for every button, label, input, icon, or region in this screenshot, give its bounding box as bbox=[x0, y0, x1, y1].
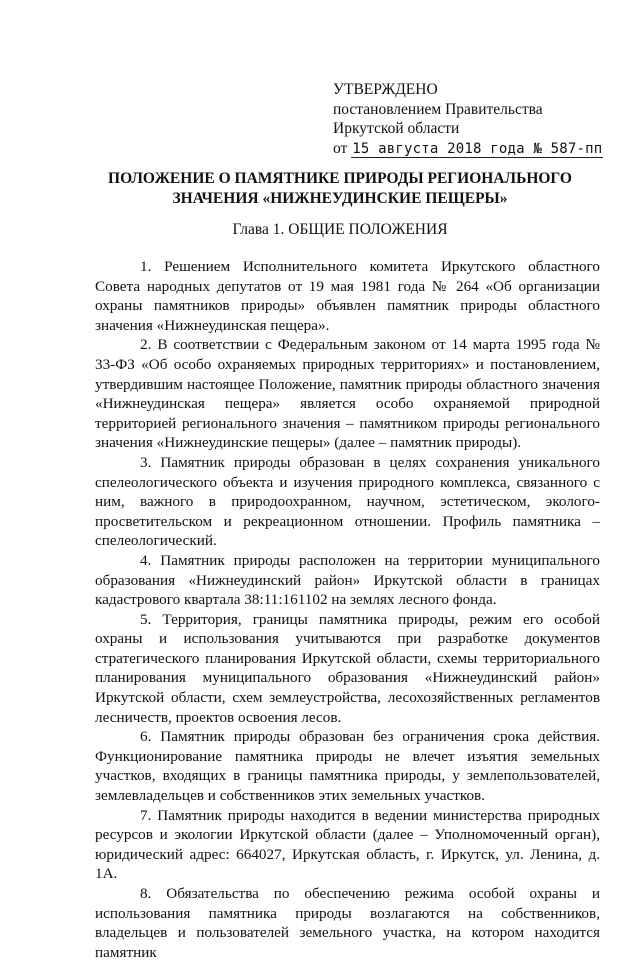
paragraph-6: 6. Памятник природы образован без ограничения срока действия. Функционирование памятника природы не влечет изъятия земельных участков, входящих в границы памятника природы, у землепользователей, землевладельцев и собственников этих земельных участков. bbox=[95, 728, 600, 805]
paragraph-5: 5. Территория, границы памятника природы, режим его особой охраны и использования учитываются при разработке документов стратегического планирования Иркутской области, схемы территориального планирования муниципального образования «Нижнеудинский район» Иркутской области, схем землеустройства, лесохозяйственных регламентов лесничеств, проектов освоения лесов. bbox=[95, 610, 600, 726]
approval-stamp bbox=[333, 80, 623, 159]
paragraph-3: 3. Памятник природы образован в целях сохранения уникального спелеологического объекта и изучения природного комплекса, связанного с ним, важного в природоохранном, научном, эстетическом, эколого-просветительском и рекреационном отношении. Профиль памятника – спелеологический. bbox=[95, 453, 600, 550]
approval-date-prefix: от bbox=[333, 139, 348, 157]
title-line-1: ПОЛОЖЕНИЕ О ПАМЯТНИКЕ ПРИРОДЫ РЕГИОНАЛЬНОГО bbox=[108, 170, 572, 187]
approval-date-line bbox=[333, 139, 623, 160]
document-title bbox=[70, 169, 610, 208]
paragraph-8: 8. Обязательства по обеспечению режима особой охраны и использования памятника природы возлагаются на собственников, владельцев и пользователей земельного участка, на котором находится памятник bbox=[95, 885, 600, 961]
paragraph-1: 1. Решением Исполнительного комитета Иркутского областного Совета народных депутатов от 19 мая 1981 года № 264 «Об организации охраны памятников природы» объявлен памятник природы областного значения «Нижнеудинская пещера». bbox=[95, 258, 600, 334]
document-body bbox=[95, 257, 600, 962]
paragraph-2: 2. В соответствии с Федеральным законом от 14 марта 1995 года № 33-ФЗ «Об особо охраняемых природных территориях» и постановлением, утвердившим настоящее Положение, памятник природы областного значения «Нижнеудинская пещера» является особо охраняемой природной территорией регионального значения – памятником природы регионального значения «Нижнеудинские пещеры» (далее – памятник природы). bbox=[95, 336, 600, 452]
paragraph-7: 7. Памятник природы находится в ведении министерства природных ресурсов и экологии Иркутской области (далее – Уполномоченный орган), юридический адрес: 664027, Иркутская область, г. Иркутск, ул. Ленина, д. 1А. bbox=[95, 806, 600, 883]
chapter-heading: Глава 1. ОБЩИЕ ПОЛОЖЕНИЯ bbox=[232, 221, 448, 238]
paragraph-4: 4. Памятник природы расположен на территории муниципального образования «Нижнеудинский район» Иркутской области в границах кадастрового квартала 38:11:161102 на землях лесного фонда. bbox=[95, 551, 600, 609]
approval-region: Иркутской области bbox=[333, 120, 460, 137]
approval-issuer: постановлением Правительства bbox=[333, 100, 543, 118]
title-line-2: ЗНАЧЕНИЯ «НИЖНЕУДИНСКИЕ ПЕЩЕРЫ» bbox=[172, 189, 508, 207]
approval-heading: УТВЕРЖДЕНО bbox=[333, 81, 438, 98]
approval-date-handwritten: 15 августа 2018 года № 587-пп bbox=[352, 140, 603, 157]
